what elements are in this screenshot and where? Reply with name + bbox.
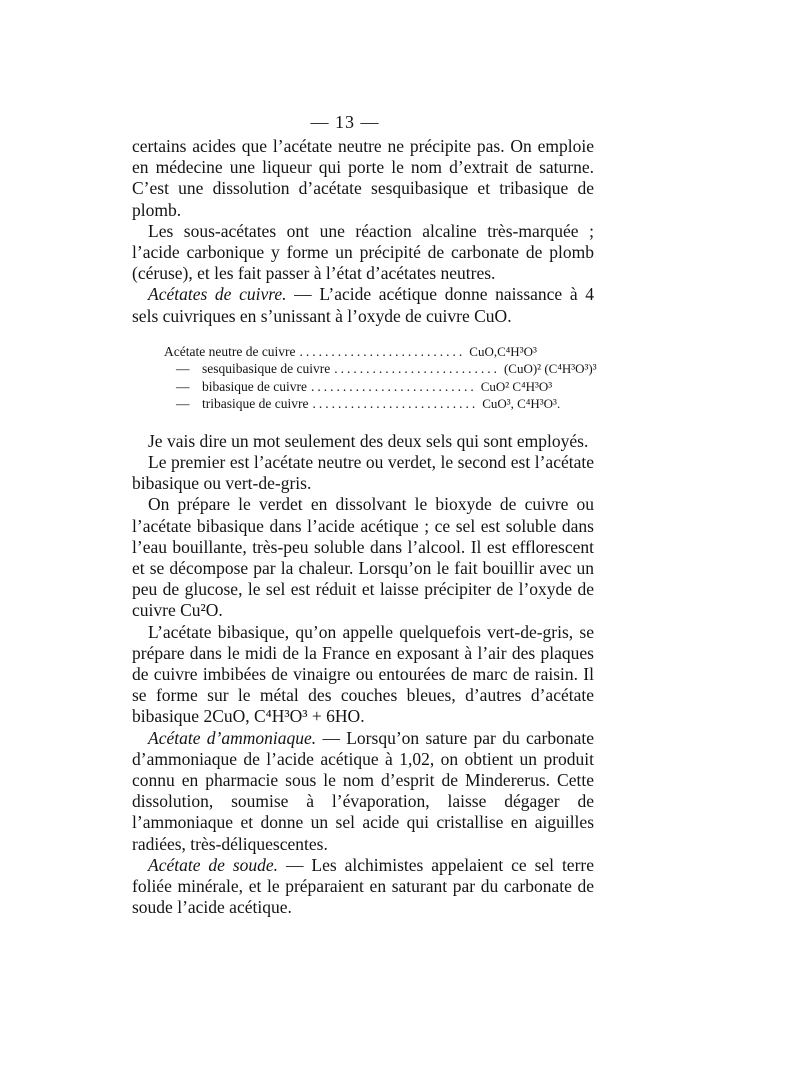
page-number: — 13 — — [310, 112, 380, 132]
table-row — [164, 395, 564, 413]
table-row-dash: — — [176, 378, 190, 394]
paragraph-acetate-soude — [132, 855, 594, 919]
section-heading-acetates-de-cuivre: Acétates de cuivre. — [148, 284, 287, 305]
table-row-dash: — — [176, 361, 190, 377]
table-row-leader-dots: .......................... — [310, 378, 477, 394]
table-row-label: tribasique de cuivre — [202, 396, 309, 412]
section-heading-acetate-soude: Acétate de soude. — [148, 854, 279, 875]
paragraph-deux-sels: Je vais dire un mot seulement des deux sels qui sont employés. — [148, 430, 589, 451]
paragraph-verdet-vert-de-gris: Le premier est l’acétate neutre ou verdet, le second est l’acétate bibasique ou vert-de-gris. — [132, 452, 594, 494]
paragraph-sous-acetates: Les sous-acétates ont une réaction alcaline très-marquée ; l’acide carbonique y forme un précipité de carbonate de plomb (céruse), et les fait passer à l’état d’acétates neutres. — [132, 220, 594, 284]
paragraph-acetate-bibasique: L’acétate bibasique, qu’on appelle quelquefois vert-de-gris, se prépare dans le midi de la France en exposant à l’air des plaques de cuivre imbibées de vinaigre ou entourées de marc de raisin. Il se forme sur le métal des couches bleues, d’autres d’acétate bibasique 2CuO, C⁴H³O³ + 6HO. — [132, 621, 594, 727]
paragraph-acetate-ammoniaque — [132, 728, 594, 855]
table-row-leader-dots: .......................... — [334, 361, 500, 377]
paragraph-acetates-de-cuivre-text: — L’acide acétique donne naissance à 4 sels cuivriques en s’unissant à l’oxyde de cuivre CuO. — [132, 284, 594, 326]
table-row-formula: CuO,C⁴H³O³ — [469, 343, 537, 359]
table-row — [164, 378, 564, 396]
copper-acetates-table — [164, 343, 597, 413]
paragraph-preparation-verdet: On prépare le verdet en dissolvant le bioxyde de cuivre ou l’acétate bibasique dans l’acide acétique ; ce sel est soluble dans l’eau bouillante, très-peu soluble dans l’alcool. Il est efflorescent et se décompose par la chaleur. Lorsqu’on le fait bouillir avec un peu de glucose, le sel est réduit et laisse précipiter de l’oxyde de cuivre Cu²O. — [132, 494, 594, 621]
table-row-formula: CuO² C⁴H³O³ — [480, 378, 553, 394]
table-row-label: bibasique de cuivre — [202, 378, 307, 394]
table-row-label: sesquibasique de cuivre — [202, 361, 331, 377]
section-heading-acetate-ammoniaque: Acétate d’ammoniaque. — [148, 727, 317, 748]
paragraph-acetate-soude-text: — Les alchimistes appelaient ce sel terre foliée minérale, et le préparaient en saturant par du carbonate de soude l’acide acétique. — [132, 854, 594, 918]
table-row-dash: — — [176, 396, 190, 412]
paragraph-acetate-ammoniaque-text: — Lorsqu’on sature par du carbonate d’ammoniaque de l’acide acétique à 1,02, on obtient un produit connu en pharmacie sous le nom d’esprit de Mindererus. Cette dissolution, soumise à l’évaporation, laisse dégager de l’ammoniaque et donne un sel acide qui cristallise en aiguilles radiées, très-déliquescentes. — [132, 727, 595, 854]
body-text — [132, 136, 597, 919]
table-row — [164, 343, 564, 361]
table-row-leader-dots: .......................... — [312, 396, 479, 412]
table-row-formula: (CuO)² (C⁴H³O³)³ — [503, 361, 597, 377]
paragraph-extrait-de-saturne: certains acides que l’acétate neutre ne précipite pas. On emploie en médecine une liqueur qui porte le nom d’extrait de saturne. C’est une dissolution d’acétate sesquibasique et tribasique de plomb. — [132, 136, 594, 220]
table-row — [164, 360, 597, 378]
table-row-label: Acétate neutre de cuivre — [164, 343, 296, 359]
paragraph-acetates-de-cuivre — [132, 284, 594, 326]
table-row-formula: CuO³, C⁴H³O³. — [482, 396, 561, 412]
table-row-leader-dots: .......................... — [299, 343, 466, 359]
